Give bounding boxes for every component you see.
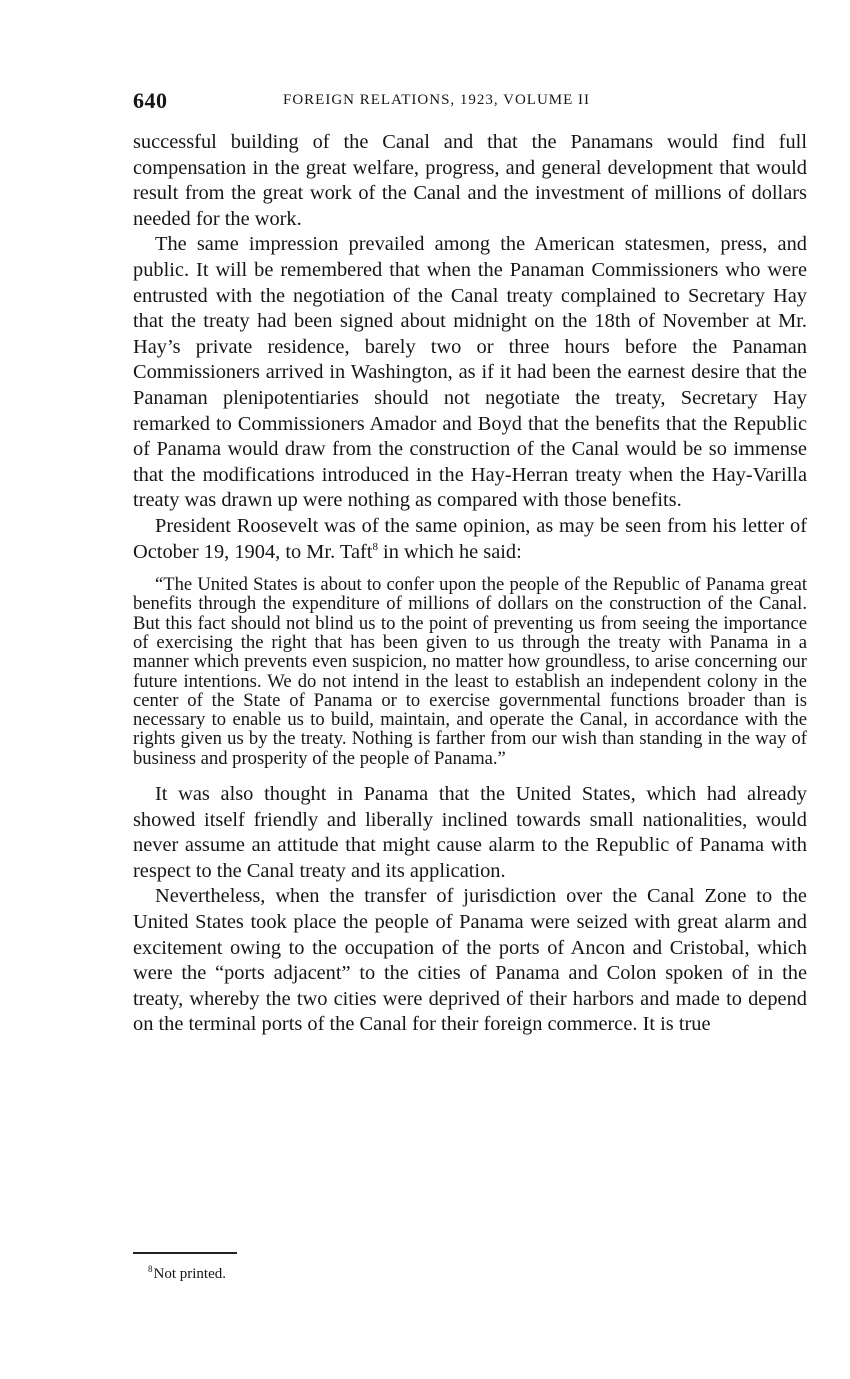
paragraph-3-tail: in which he said:	[377, 540, 522, 563]
paragraph-4: It was also thought in Panama that the United States, which had already showed itself friendly and liberally inclined towards small nationalities, would never assume an attitude that might cause alarm to the Republic of Panama with respect to the Canal treaty and its application.	[133, 783, 807, 882]
footnote-divider	[133, 1252, 237, 1254]
page-header	[133, 88, 807, 118]
paragraph-3-text: President Roosevelt was of the same opinion, as may be seen from his letter of October 19, 1904, to Mr. Taft	[133, 514, 807, 563]
footnote	[148, 1266, 226, 1283]
running-head: FOREIGN RELATIONS, 1923, VOLUME II	[283, 92, 591, 108]
paragraph-2: The same impression prevailed among the American statesmen, press, and public. It will be remembered that when the Panaman Commissioners who were entrusted with the negotiation of the Canal treaty complained to Secretary Hay that the treaty had been signed about midnight on the 18th of November at Mr. Hay’s private residence, barely two or three hours before the Panaman Commissioners arrived in Washington, as if it had been the earnest desire that the Panaman plenipotentiaries should not negotiate the treaty, Secretary Hay remarked to Commissioners Amador and Boyd that the benefits that the Republic of Panama would draw from the construction of the Canal would be so immense that the modifications introduced in the Hay-Herran treaty when the Hay-Varilla treaty was drawn up were nothing as compared with those benefits.	[133, 233, 807, 512]
paragraph-3	[133, 514, 807, 565]
footnote-reference: 8	[372, 540, 378, 553]
footnote-marker: 8	[148, 1264, 153, 1274]
footnote-text: Not printed.	[153, 1266, 226, 1282]
body-text	[133, 130, 807, 1038]
page-number: 640	[133, 88, 168, 113]
paragraph-1: successful building of the Canal and that the Panamans would find full compensation in the great welfare, progress, and general development that would result from the great work of the Canal and the investment of millions of dollars needed for the work.	[133, 131, 807, 230]
block-quote: “The United States is about to confer upon the people of the Republic of Panama great benefits through the expenditure of millions of dollars on the construction of the Canal. But this fact should not blind us to the point of preventing us from seeing the importance of exercising the right that has been given to us through the treaty with Panama in a manner which prevents even suspicion, no matter how groundless, to arise concerning our future intentions. We do not intend in the least to establish an independent colony in the center of the State of Panama or to exercise governmental functions broader than is necessary to enable us to build, maintain, and operate the Canal, in accordance with the rights given us by the treaty. Nothing is farther from our wish than standing in the way of business and prosperity of the people of Panama.”	[133, 574, 807, 769]
document-page	[133, 88, 807, 1038]
paragraph-5: Nevertheless, when the transfer of jurisdiction over the Canal Zone to the United States took place the people of Panama were seized with great alarm and excitement owing to the occupation of the ports of Ancon and Cristobal, which were the “ports adjacent” to the cities of Panama and Colon spoken of in the treaty, whereby the two cities were deprived of their harbors and made to depend on the terminal ports of the Canal for their foreign commerce. It is true	[133, 885, 807, 1036]
